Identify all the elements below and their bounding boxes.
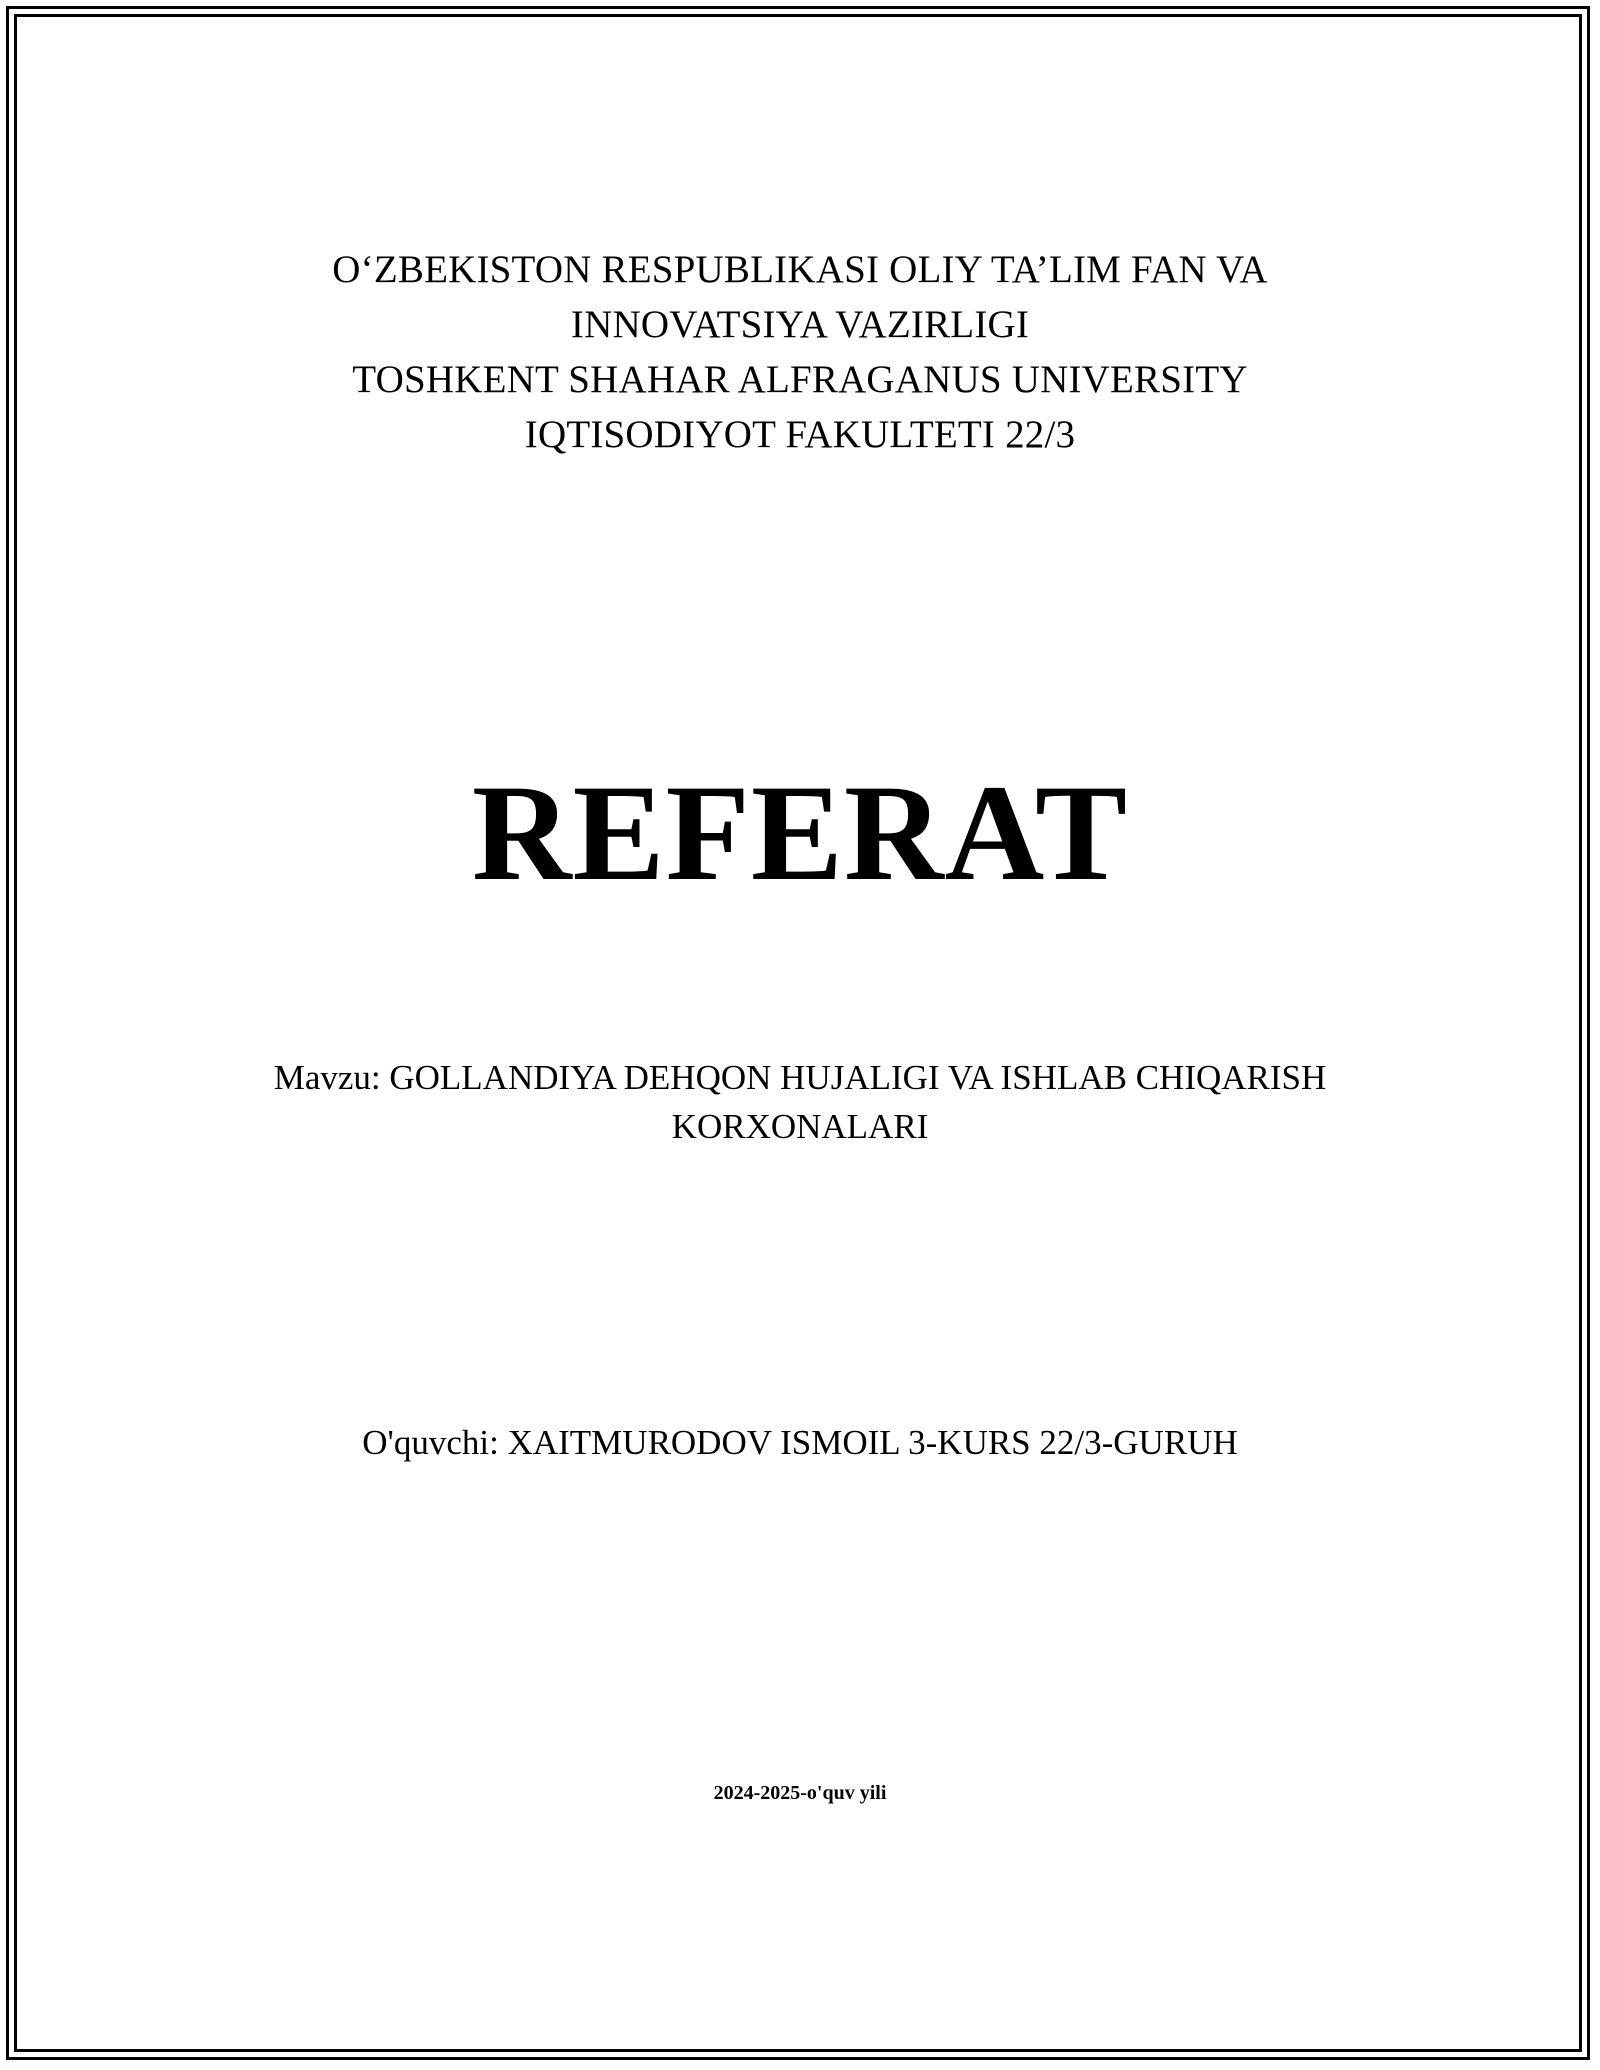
header-line-ministry-2: INNOVATSIYA VAZIRLIGI: [570, 303, 1030, 346]
header-line-ministry-1: O‘ZBEKISTON RESPUBLIKASI OLIY TA’LIM FAN VA: [332, 248, 1268, 291]
topic: [0, 1053, 1600, 1151]
topic-line-2: KORXONALARI: [671, 1107, 929, 1146]
header-line-university: TOSHKENT SHAHAR ALFRAGANUS UNIVERSITY: [352, 358, 1248, 401]
institution-header: [0, 242, 1600, 462]
document-title: REFERAT: [471, 756, 1129, 909]
topic-line-1: Mavzu: GOLLANDIYA DEHQON HUJALIGI VA ISHLAB CHIQARISH: [273, 1058, 1327, 1097]
header-line-faculty: IQTISODIYOT FAKULTETI 22/3: [524, 413, 1076, 456]
academic-year: 2024-2025-o'quv yili: [713, 1782, 887, 1804]
student-info: O'quvchi: XAITMURODOV ISMOIL 3-KURS 22/3-GURUH: [362, 1423, 1238, 1462]
